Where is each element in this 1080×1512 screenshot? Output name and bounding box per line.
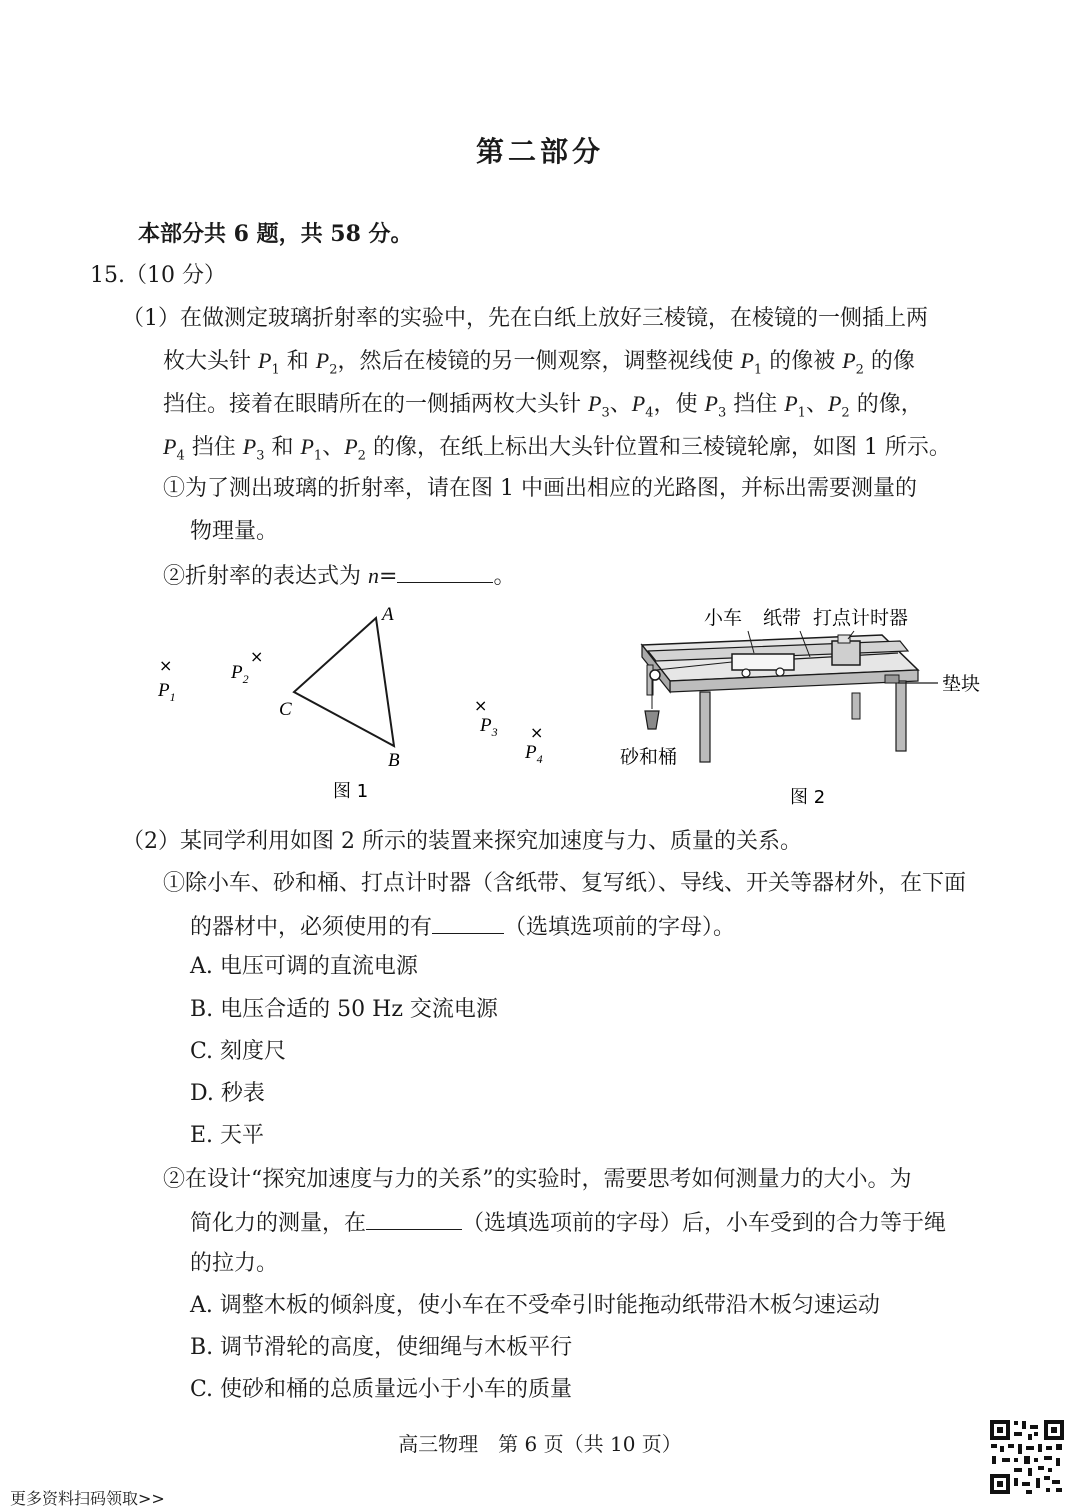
cart-wheel: [776, 668, 784, 676]
q1-suffix: （选填选项前的字母）。: [504, 915, 736, 940]
var-p: P: [588, 391, 602, 416]
option-c1: C. 刻度尺: [190, 1039, 287, 1064]
pin-label-p1: [157, 680, 176, 704]
text-run: ，然后在棱镜的另一侧观察，调整视线使: [337, 349, 741, 374]
sub: 1: [753, 362, 763, 378]
part2-intro: （2）某同学利用如图 2 所示的装置来探究加速度与力、质量的关系。: [122, 829, 802, 854]
pulley: [650, 670, 660, 680]
sub: 4: [176, 448, 185, 464]
option-b2: B. 调节滑轮的高度，使细绳与木板平行: [190, 1335, 573, 1360]
q2-suffix: （选填选项前的字母）后，小车受到的合力等于绳: [462, 1211, 947, 1236]
option-d1: D. 秒表: [190, 1081, 265, 1106]
text-run: 、: [805, 392, 828, 417]
var-p: P: [315, 348, 330, 373]
sub: 3: [717, 405, 727, 421]
var-p: P: [300, 434, 314, 459]
sand-bucket: [645, 711, 659, 729]
pin-label-p3: [479, 715, 498, 739]
part1-line4: [163, 432, 951, 471]
option-c2: C. 使砂和桶的总质量远小于小车的质量: [190, 1377, 573, 1402]
var-n: n: [368, 563, 379, 588]
label-cart: 小车: [704, 607, 743, 629]
text-run: 的像，在纸上标出大头针位置和三棱镜轮廓，如图 1 所示。: [365, 435, 951, 460]
pin-sub: 4: [536, 752, 543, 766]
pin-label-p2: [230, 662, 249, 686]
part1-label: （1）: [122, 306, 180, 331]
var-p: P: [163, 434, 177, 459]
text-run: 、: [609, 392, 632, 417]
label-block: 垫块: [942, 673, 981, 695]
table-leg: [700, 692, 710, 762]
var-p: P: [258, 348, 272, 373]
text-run: 枚大头针: [163, 349, 258, 374]
qr-code[interactable]: [988, 1418, 1066, 1496]
sub: 2: [855, 362, 864, 378]
text-run: 的像: [863, 349, 915, 374]
part1-q2: [163, 560, 515, 592]
part1-q1-line2: 物理量。: [190, 519, 279, 544]
pin-letter: P: [231, 662, 243, 683]
more-resources-link[interactable]: 更多资料扫码领取>>: [10, 1489, 165, 1508]
sub: 4: [645, 405, 654, 421]
option-a1: A. 电压可调的直流电源: [190, 954, 418, 979]
sub: 3: [601, 405, 610, 421]
q2-prefix: 简化力的测量，在: [190, 1211, 367, 1236]
part2-q2-line3: 的拉力。: [190, 1251, 279, 1276]
figure1-caption: 图 1: [333, 781, 369, 802]
table-leg: [896, 681, 906, 751]
var-p: P: [704, 391, 718, 416]
text-run: 挡住。接着在眼睛所在的一侧插两枚大头针: [163, 392, 588, 417]
pin-letter: P: [525, 742, 537, 763]
option-e1: E. 天平: [190, 1123, 265, 1148]
pin-sub: 3: [491, 725, 498, 739]
sub: 1: [797, 405, 806, 421]
table-leg: [852, 693, 860, 719]
part1-line2: [163, 346, 915, 385]
vertex-b: B: [388, 750, 400, 771]
part1-text-1: 在做测定玻璃折射率的实验中，先在白纸上放好三棱镜，在棱镜的一侧插上两: [180, 306, 929, 331]
q2-prefix: ②折射率的表达式为: [163, 564, 368, 589]
wedge-block: [885, 675, 899, 683]
vertex-a: A: [382, 604, 394, 625]
cart: [732, 654, 794, 670]
text-run: 和: [264, 435, 301, 460]
text-run: ，使: [653, 392, 705, 417]
question-number: 15.（10 分）: [90, 263, 226, 288]
label-tape: 纸带: [763, 607, 802, 629]
pin-mark-p3: ×: [474, 696, 488, 715]
text-run: 和: [279, 349, 316, 374]
var-p: P: [242, 434, 257, 459]
part2-q1-line2: [190, 911, 735, 943]
figure1-prism-diagram: [140, 595, 590, 810]
vertex-c: C: [279, 699, 292, 720]
var-p: P: [784, 391, 798, 416]
answer-blank-n[interactable]: [397, 560, 493, 583]
pin-mark-p1: ×: [159, 656, 173, 675]
part2-q2-line2: [190, 1207, 946, 1239]
option-a2: A. 调整木板的倾斜度，使小车在不受牵引时能拖动纸带沿木板匀速运动: [190, 1293, 880, 1318]
text-run: 的像被: [762, 349, 843, 374]
equals-sign: =: [379, 564, 398, 589]
section-intro: 本部分共 6 题，共 58 分。: [138, 221, 413, 247]
cart-wheel: [742, 669, 750, 677]
sub: 3: [256, 448, 265, 464]
q1-prefix: 的器材中，必须使用的有: [190, 915, 433, 940]
page-footer: 高三物理 第 6 页（共 10 页）: [398, 1432, 682, 1456]
var-p: P: [631, 391, 646, 416]
figure2-apparatus: [600, 595, 1020, 815]
prism-outline: [294, 618, 394, 746]
text-run: 挡住: [726, 392, 785, 417]
var-p: P: [827, 391, 842, 416]
pin-sub: 2: [242, 672, 249, 686]
answer-blank-equipment[interactable]: [432, 911, 504, 934]
var-p: P: [740, 348, 754, 373]
sub: 2: [329, 362, 338, 378]
text-run: 的像，: [849, 392, 923, 417]
part2-q2-line1: ②在设计“探究加速度与力的关系”的实验时，需要思考如何测量力的大小。为: [163, 1167, 912, 1192]
var-p: P: [344, 434, 358, 459]
pin-letter: P: [480, 715, 492, 736]
pin-mark-p4: ×: [530, 723, 544, 742]
var-p: P: [842, 348, 856, 373]
q2-suffix: 。: [493, 564, 516, 589]
sub: 2: [357, 448, 366, 464]
option-b1: B. 电压合适的 50 Hz 交流电源: [190, 997, 498, 1022]
answer-blank-simplify[interactable]: [366, 1207, 462, 1230]
sub: 1: [313, 448, 323, 464]
pin-label-p4: [524, 742, 543, 766]
figure2-caption: 图 2: [790, 787, 826, 808]
sub: 1: [271, 362, 280, 378]
label-timer: 打点计时器: [813, 607, 909, 629]
part1-q1-line1: ①为了测出玻璃的折射率，请在图 1 中画出相应的光路图，并标出需要测量的: [163, 476, 917, 501]
sub: 2: [841, 405, 850, 421]
part1-line3: [163, 389, 923, 428]
part2-q1-line1: ①除小车、砂和桶、打点计时器（含纸带、复写纸）、导线、开关等器材外，在下面: [163, 871, 967, 896]
text-run: 挡住: [184, 435, 243, 460]
label-bucket: 砂和桶: [620, 746, 678, 768]
pin-mark-p2: ×: [250, 647, 264, 666]
part1-line1: [122, 304, 928, 334]
dot-timer: [832, 641, 860, 665]
text-run: 、: [322, 435, 345, 460]
page-title: 第二部分: [475, 135, 604, 168]
pin-letter: P: [158, 680, 170, 701]
pin-sub: 1: [169, 690, 176, 704]
